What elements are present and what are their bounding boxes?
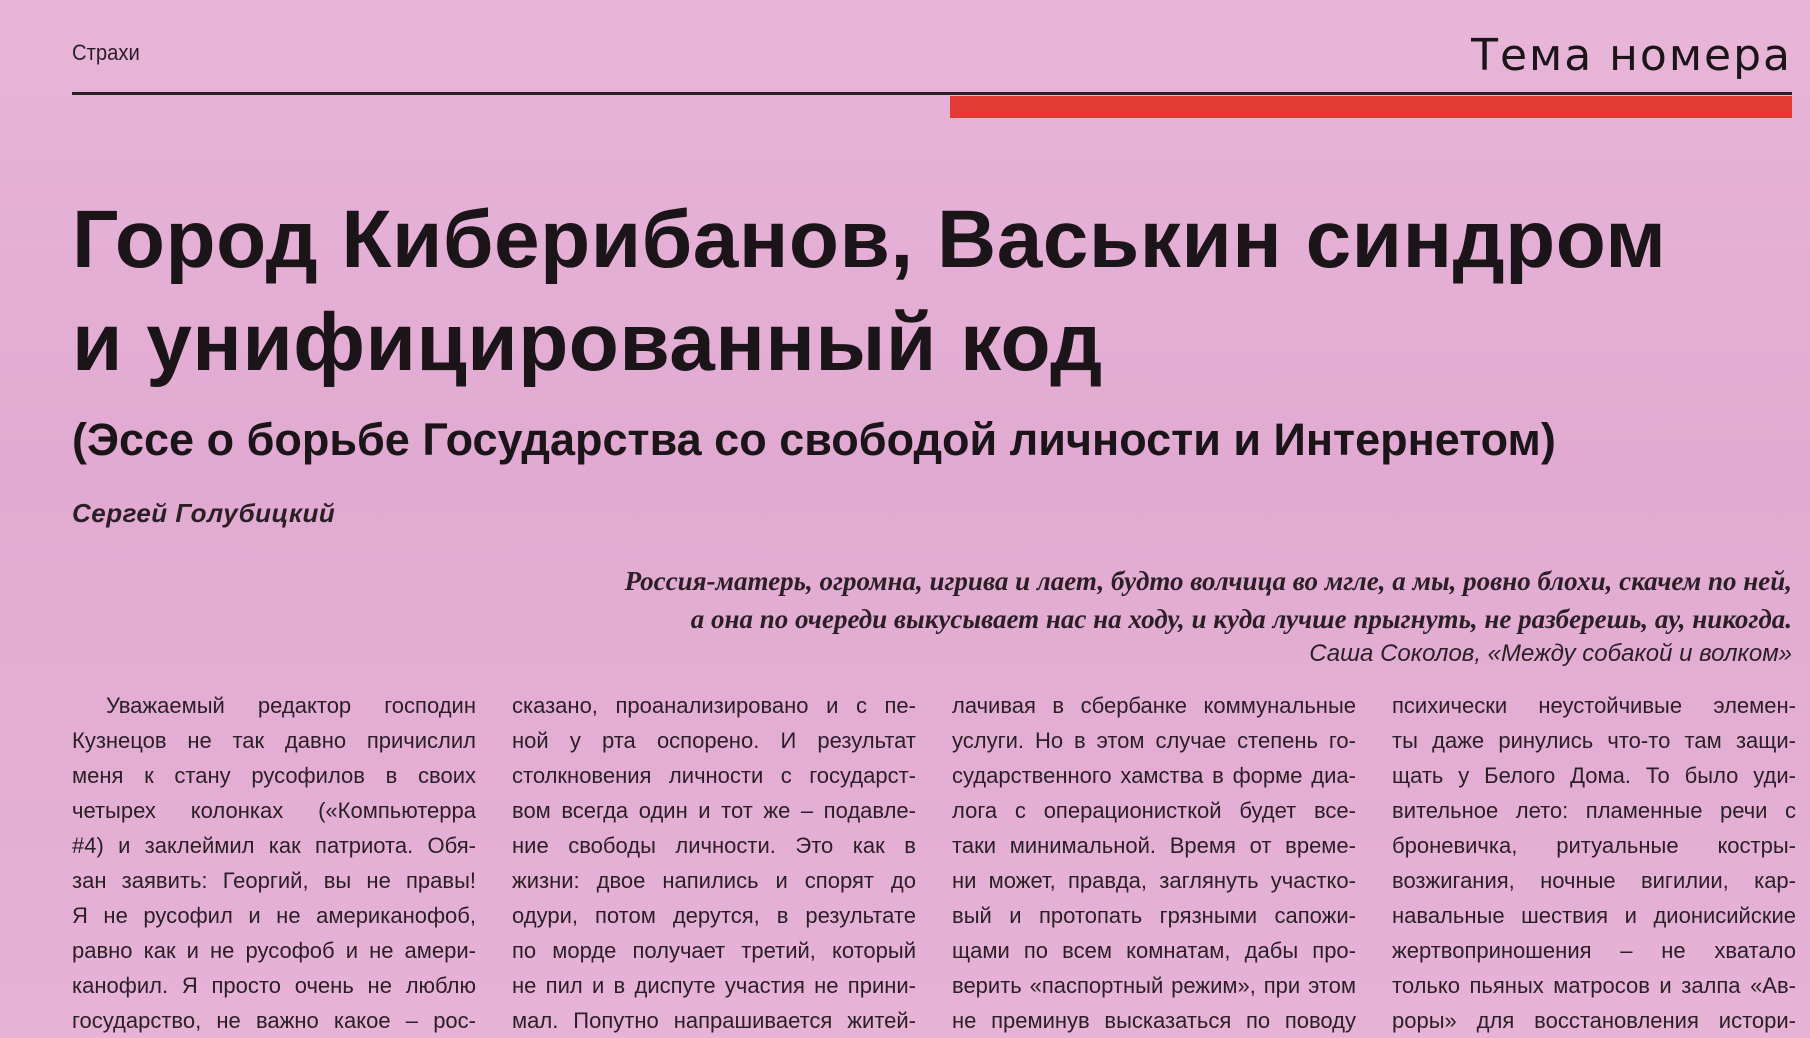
article-title-line: и унифицированный код: [72, 297, 1103, 388]
body-line: верить «паспортный режим», при этом: [952, 973, 1356, 998]
accent-bar: [950, 96, 1792, 118]
body-line: психически неустойчивые элемен-: [1392, 693, 1796, 718]
epigraph: [392, 562, 1792, 638]
author-byline: Сергей Голубицкий: [72, 498, 336, 528]
body-line: мал. Попутно напрашивается житей-: [512, 1008, 916, 1033]
body-line: жизни: двое напились и спорят до: [512, 868, 916, 893]
body-line: вый и протопать грязными сапожи-: [952, 903, 1356, 928]
body-line: лачивая в сбербанке коммунальные: [952, 693, 1356, 718]
body-line: Кузнецов не так давно причислил: [72, 728, 476, 753]
body-line: броневичка, ритуальные костры-: [1392, 833, 1796, 858]
header-rule: [72, 92, 1792, 95]
rubric-title: Тема номера: [1471, 30, 1792, 81]
body-line: щать у Белого Дома. То было уди-: [1392, 763, 1796, 788]
body-line: вом всегда один и тот же – подавле-: [512, 798, 916, 823]
body-line: только пьяных матросов и залпа «Ав-: [1392, 973, 1796, 998]
body-line: по морде получает третий, который: [512, 938, 916, 963]
article-title: [72, 188, 1792, 394]
section-label: Страхи: [72, 40, 140, 65]
body-line: лога с операционисткой будет все-: [952, 798, 1356, 823]
article-subtitle: (Эссе о борьбе Государства со свободой личности и Интернетом): [72, 414, 1556, 465]
body-line: щами по всем комнатам, дабы про-: [952, 938, 1356, 963]
body-line: ты даже ринулись что-то там защи-: [1392, 728, 1796, 753]
body-line: равно как и не русофоб и не амери-: [72, 938, 476, 963]
body-line: вительное лето: пламенные речи с: [1392, 798, 1796, 823]
text-column-1: [72, 688, 476, 1038]
body-line: ние свободы личности. Это как в: [512, 833, 916, 858]
body-line: роры» для восстановления истори-: [1392, 1008, 1796, 1033]
body-line: сударственного хамства в форме диа-: [952, 763, 1356, 788]
article-body: [72, 688, 1796, 1038]
body-line: канофил. Я просто очень не люблю: [72, 973, 476, 998]
epigraph-line: а она по очереди выкусывает нас на ходу, и куда лучше прыгнуть, не разберешь, ау, никогда.: [690, 604, 1792, 634]
body-line: государство, не важно какое – рос-: [72, 1008, 476, 1033]
body-line: возжигания, ночные вигилии, кар-: [1392, 868, 1796, 893]
body-line: столкновения личности с государст-: [512, 763, 916, 788]
body-line: меня к стану русофилов в своих: [72, 763, 476, 788]
article-title-line: Город Киберибанов, Васькин синдром: [72, 194, 1667, 285]
body-line: зан заявить: Георгий, вы не правы!: [72, 868, 476, 893]
body-line: Я не русофил и не американофоб,: [72, 903, 476, 928]
body-line: одури, потом дерутся, в результате: [512, 903, 916, 928]
text-column-4: [1392, 688, 1796, 1038]
body-line: жертвоприношения – не хватало: [1392, 938, 1796, 963]
body-line: услуги. Но в этом случае степень го-: [952, 728, 1356, 753]
body-line: не пил и в диспуте участия не прини-: [512, 973, 916, 998]
body-line: сказано, проанализировано и с пе-: [512, 693, 916, 718]
body-line: ни может, правда, заглянуть участко-: [952, 868, 1356, 893]
body-line: ной у рта оспорено. И результат: [512, 728, 916, 753]
body-line: Уважаемый редактор господин: [106, 693, 476, 718]
body-line: не преминув высказаться по поводу: [952, 1008, 1356, 1033]
body-line: #4) и заклеймил как патриота. Обя-: [72, 833, 476, 858]
body-line: четырех колонках («Компьютерра: [72, 798, 476, 823]
body-line: навальные шествия и дионисийские: [1392, 903, 1796, 928]
text-column-3: [952, 688, 1356, 1038]
epigraph-source: Саша Соколов, «Между собакой и волком»: [1309, 640, 1792, 667]
body-line: таки минимальной. Время от време-: [952, 833, 1356, 858]
epigraph-line: Россия-матерь, огромна, игрива и лает, будто волчица во мгле, а мы, ровно блохи, скачем по ней,: [624, 566, 1792, 596]
text-column-2: [512, 688, 916, 1038]
